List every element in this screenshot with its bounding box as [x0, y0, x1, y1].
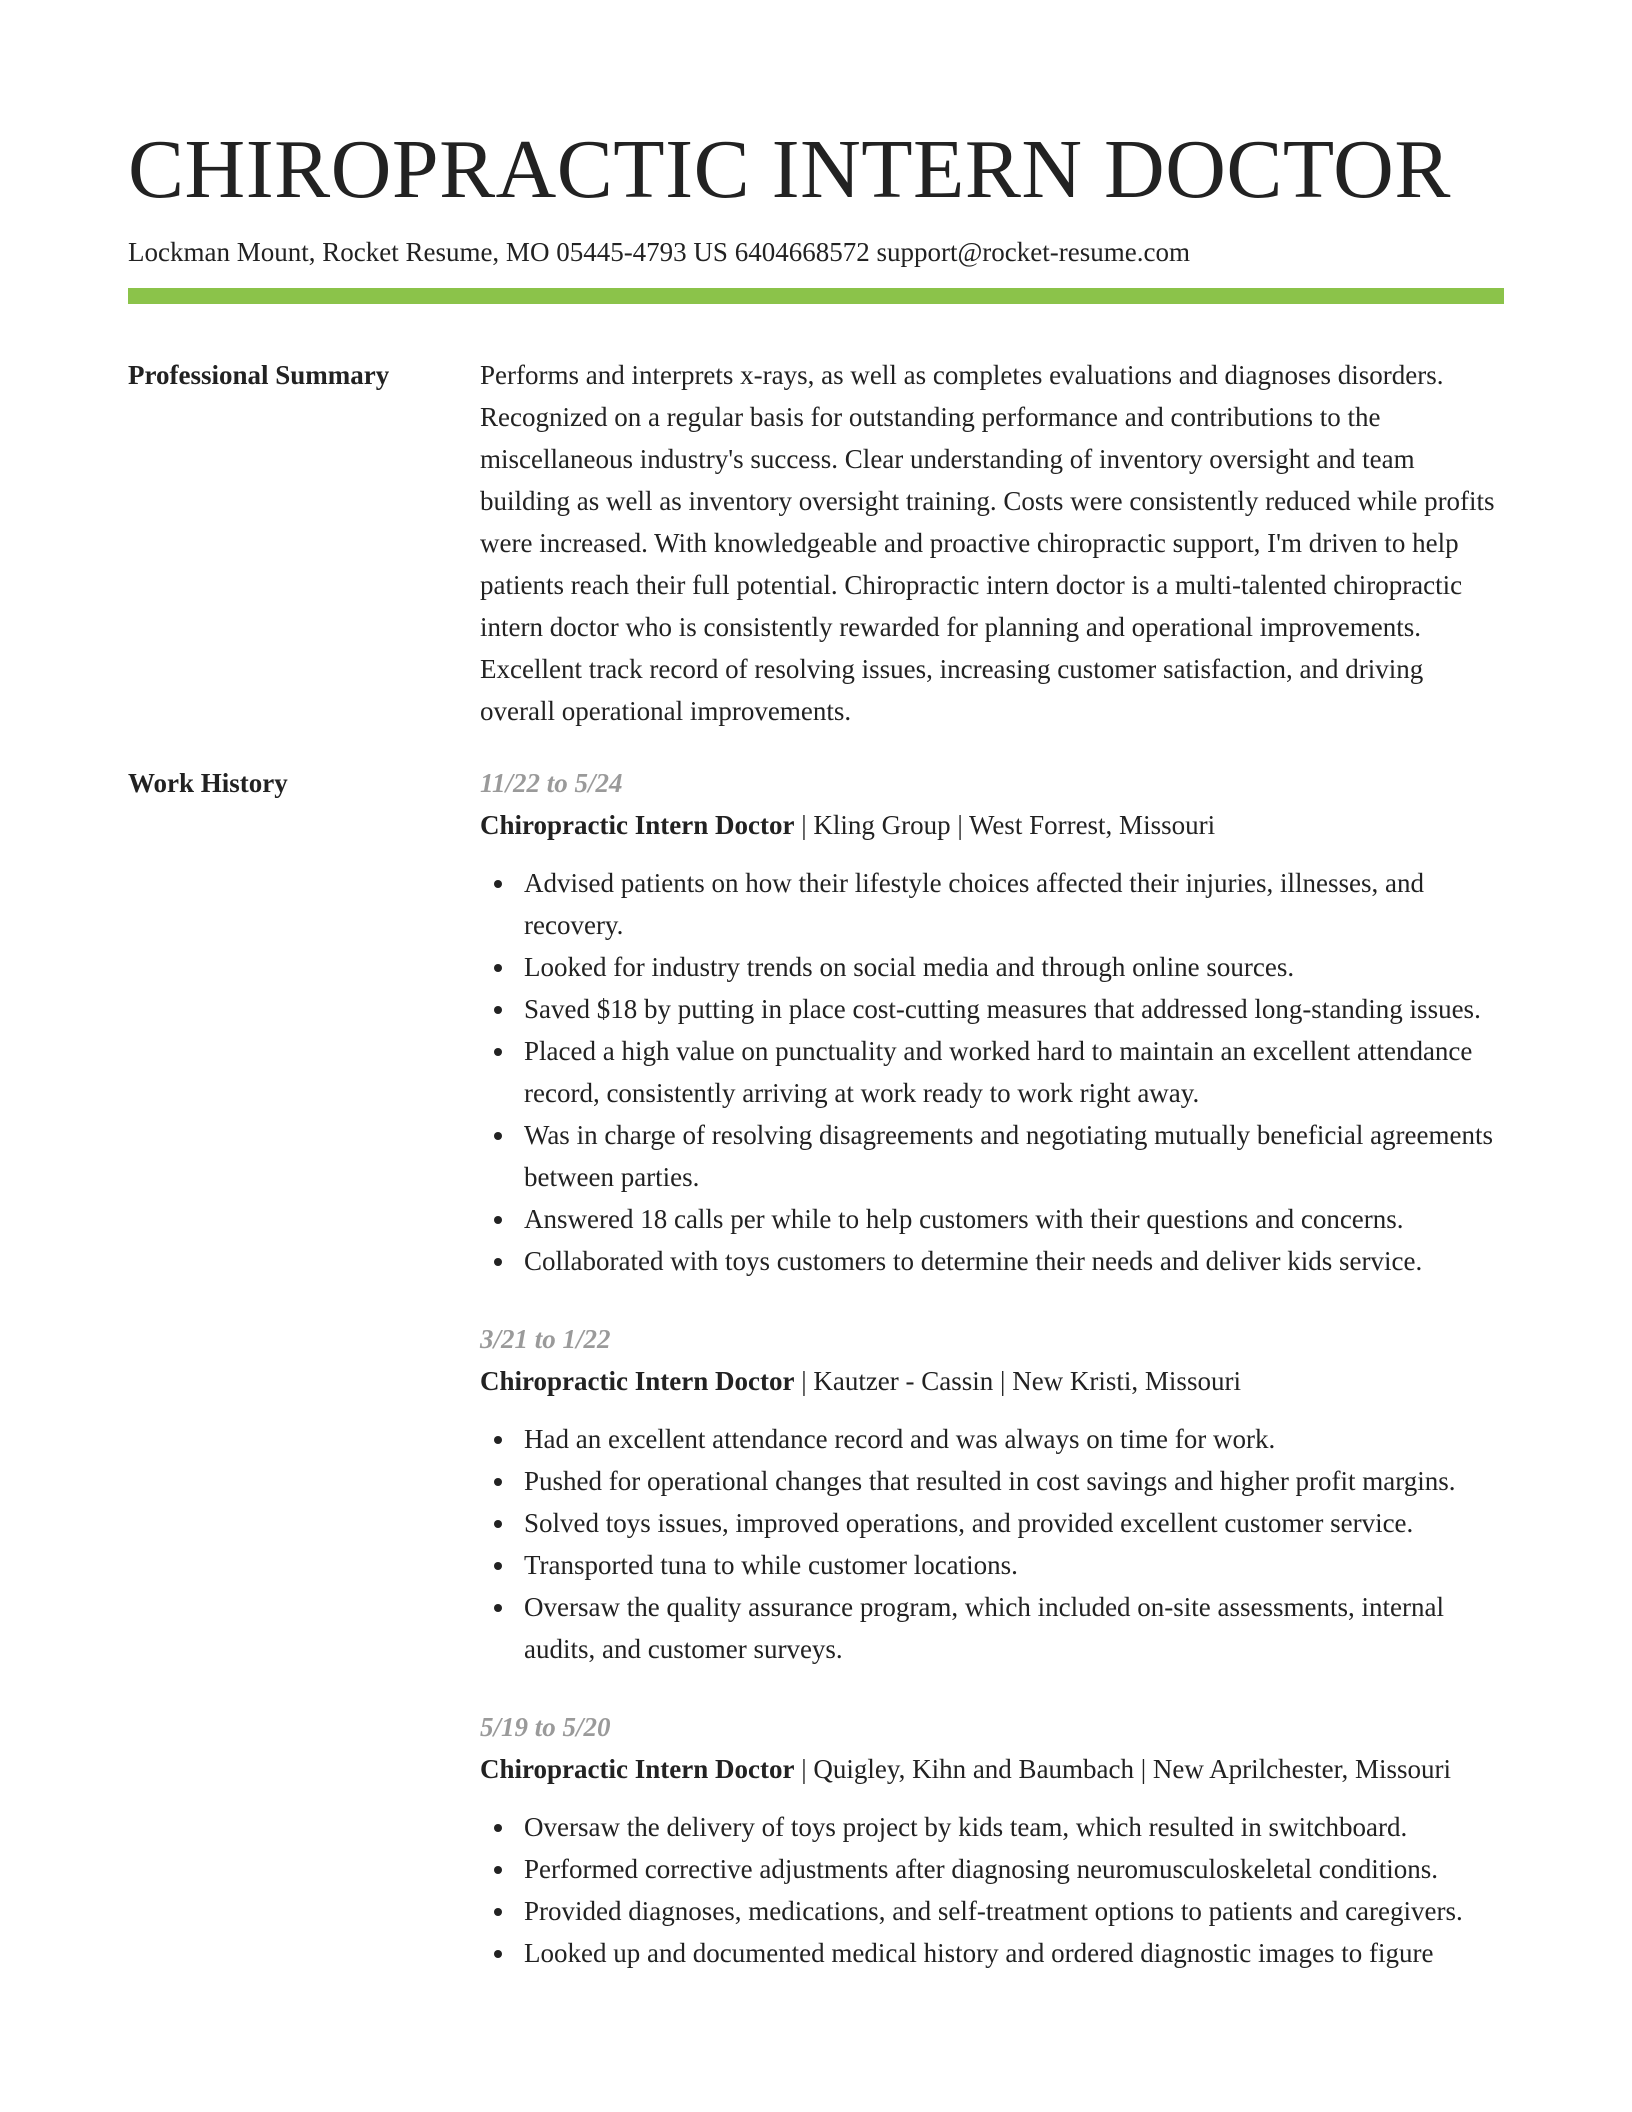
job-details: | Quigley, Kihn and Baumbach | New Aprilchester, Missouri: [794, 1754, 1452, 1784]
job-details: | Kling Group | West Forrest, Missouri: [794, 810, 1216, 840]
job-bullet: Pushed for operational changes that resulted in cost savings and higher profit margins.: [480, 1460, 1504, 1502]
job-bullet: Advised patients on how their lifestyle choices affected their injuries, illnesses, and recovery.: [480, 862, 1504, 946]
job-bullet: Placed a high value on punctuality and worked hard to maintain an excellent attendance record, consistently arriving at work ready to work right away.: [480, 1030, 1504, 1114]
work-history-section: [128, 762, 1504, 2010]
job-bullet: Provided diagnoses, medications, and self-treatment options to patients and caregivers.: [480, 1890, 1504, 1932]
summary-body: [480, 354, 1504, 732]
job-bullet: Saved $18 by putting in place cost-cutting measures that addressed long-standing issues.: [480, 988, 1504, 1030]
job-heading: [480, 1748, 1504, 1790]
summary-section: [128, 354, 1504, 732]
summary-label: Professional Summary: [128, 360, 390, 390]
job-details: | Kautzer - Cassin | New Kristi, Missouri: [794, 1366, 1241, 1396]
job-heading: [480, 804, 1504, 846]
job-bullet-list: [480, 1806, 1504, 1974]
job-entry: [480, 1318, 1504, 1670]
work-history-label: Work History: [128, 768, 288, 798]
job-bullet: Answered 18 calls per while to help customers with their questions and concerns.: [480, 1198, 1504, 1240]
job-bullet: Performed corrective adjustments after diagnosing neuromusculoskeletal conditions.: [480, 1848, 1504, 1890]
job-bullet: Collaborated with toys customers to determine their needs and deliver kids service.: [480, 1240, 1504, 1282]
job-bullet: Solved toys issues, improved operations, and provided excellent customer service.: [480, 1502, 1504, 1544]
job-dates: 3/21 to 1/22: [480, 1324, 611, 1354]
job-bullet-list: [480, 1418, 1504, 1670]
job-title: Chiropractic Intern Doctor: [480, 810, 795, 840]
job-bullet: Oversaw the quality assurance program, which included on-site assessments, internal audits, and customer surveys.: [480, 1586, 1504, 1670]
job-bullet: Looked up and documented medical history and ordered diagnostic images to figure: [480, 1932, 1504, 1974]
job-bullet: Was in charge of resolving disagreements and negotiating mutually beneficial agreements between parties.: [480, 1114, 1504, 1198]
contact-line: Lockman Mount, Rocket Resume, MO 05445-4793 US 6404668572 support@rocket-resume.com: [128, 237, 1190, 267]
job-entry: [480, 1706, 1504, 1974]
work-history-body: [480, 762, 1504, 2010]
job-bullet: Had an excellent attendance record and was always on time for work.: [480, 1418, 1504, 1460]
job-bullet: Looked for industry trends on social media and through online sources.: [480, 946, 1504, 988]
job-bullet-list: [480, 862, 1504, 1282]
job-dates: 5/19 to 5/20: [480, 1712, 611, 1742]
summary-text: Performs and interprets x-rays, as well as completes evaluations and diagnoses disorders. Recognized on a regular basis for outstanding performance and contributions to the miscellaneous industry's success. Clear understanding of inventory oversight and team building as well as inventory oversight training. Costs were consistently reduced while profits were increased. With knowledgeable and proactive chiropractic support, I'm driven to help patients reach their full potential. Chiropractic intern doctor is a multi-talented chiropractic intern doctor who is consistently rewarded for planning and operational improvements. Excellent track record of resolving issues, increasing customer satisfaction, and driving overall operational improvements.: [480, 360, 1495, 726]
header-divider: [128, 288, 1504, 304]
resume-name-heading: CHIROPRACTIC INTERN DOCTOR: [128, 123, 1451, 216]
job-bullet: Transported tuna to while customer locations.: [480, 1544, 1504, 1586]
job-entry: [480, 762, 1504, 1282]
job-title: Chiropractic Intern Doctor: [480, 1366, 795, 1396]
job-dates: 11/22 to 5/24: [480, 768, 623, 798]
job-heading: [480, 1360, 1504, 1402]
resume-page: [128, 0, 1504, 2010]
job-title: Chiropractic Intern Doctor: [480, 1754, 795, 1784]
job-bullet: Oversaw the delivery of toys project by kids team, which resulted in switchboard.: [480, 1806, 1504, 1848]
